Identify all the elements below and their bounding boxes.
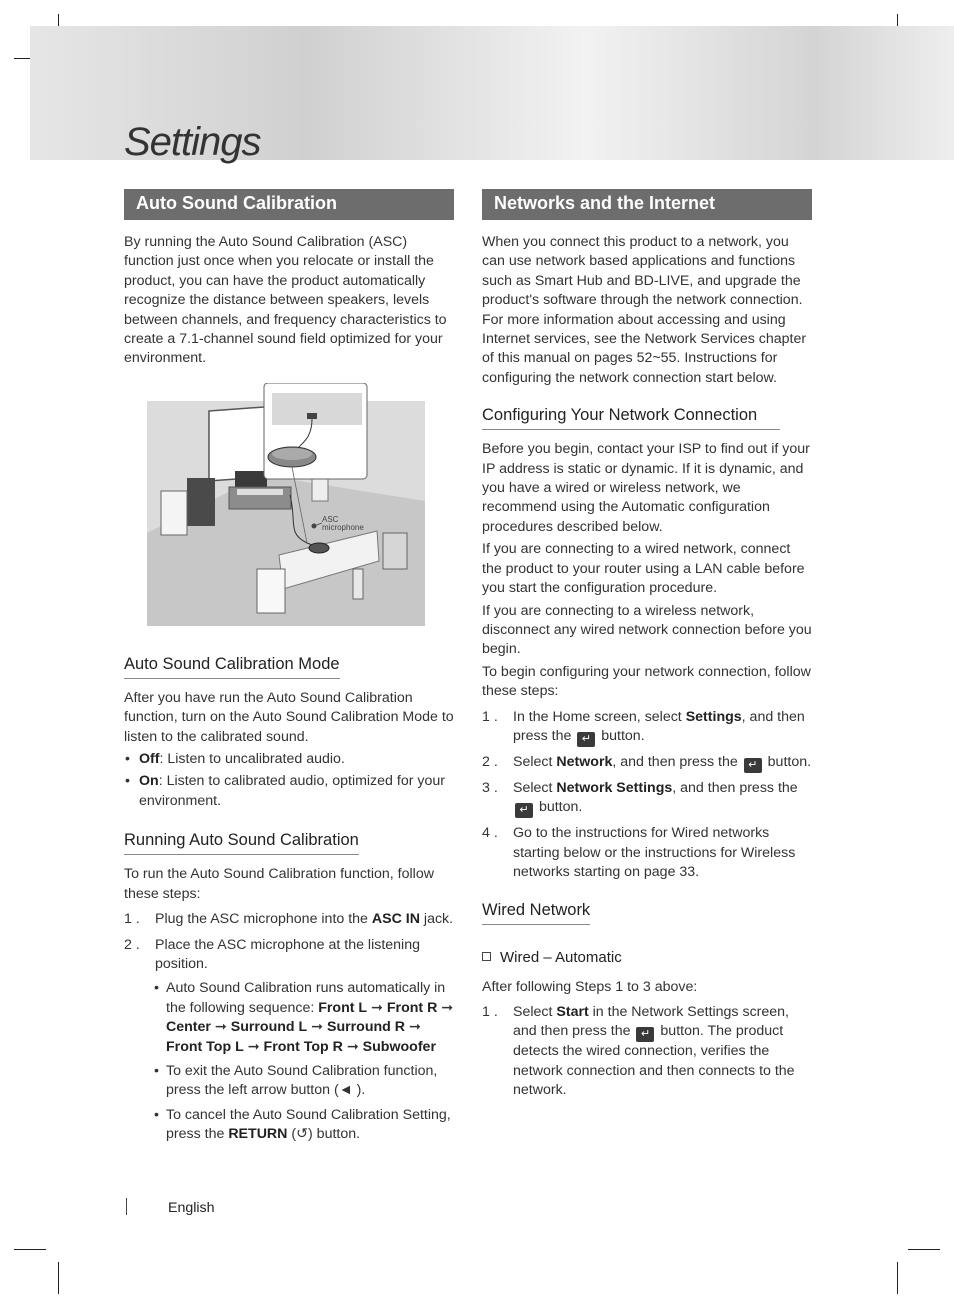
surround-right-speaker <box>257 569 285 613</box>
running-asc-text: To run the Auto Sound Calibration function, follow these steps: <box>124 866 434 902</box>
network-intro: When you connect this product to a network, you can use network based applications and functions such as Smart Hub and BD-LIVE, and upgrade the product's software through the network connection. For more information about accessing and using Internet services, see the Network Services chapter of this manual on pages 52~55. Instructions for configuring the network connection start below. <box>482 234 807 386</box>
step-sublist <box>155 979 454 1144</box>
crop-mark <box>897 1262 898 1294</box>
wired-section <box>482 901 812 1101</box>
step-item: 2 . Place the ASC microphone at the listening position. • Auto Sound Calibration runs automatically in the following sequence: Front L ➞ Front R ➞ Center ➞ Surround L ➞ Surround R ➞ Front Top L ➞ Front Top R ➞ Subwoofer • To exit the Auto Sound Calibration function, press the left arrow button (◄ ). • To cancel the Auto Sound Calibration Setting, press the RETURN (↺) button. <box>124 936 454 1145</box>
asc-microphone <box>309 543 329 553</box>
list-item: • On: Listen to calibrated audio, optimized for your environment. <box>124 772 454 811</box>
asc-intro: By running the Auto Sound Calibration (ASC) function just once when you relocate or install the product, you can have the product automatically recognize the distance between speakers, levels between channels, and frequency characteristics to create a 7.1-channel sound field optimized for your environment. <box>124 234 447 367</box>
step-item: 4 . Go to the instructions for Wired networks starting below or the instructions for Wireless networks starting on page 33. <box>482 825 796 881</box>
rear-speaker <box>353 569 363 599</box>
zoom-jack <box>307 413 317 419</box>
checkbox-icon <box>482 952 491 961</box>
wired-steps <box>482 1003 812 1101</box>
config-heading: Configuring Your Network Connection <box>482 406 780 430</box>
diagram-label-asc: ASC <box>322 515 339 524</box>
asc-mode-section <box>124 655 454 811</box>
asc-mode-options <box>124 750 454 811</box>
asc-setup-diagram <box>147 383 425 626</box>
wired-heading: Wired Network <box>482 901 590 925</box>
section-heading-asc: Auto Sound Calibration <box>124 189 454 220</box>
crop-mark <box>58 1262 59 1294</box>
running-asc-heading: Running Auto Sound Calibration <box>124 831 359 855</box>
return-icon: (↺) <box>291 1126 313 1143</box>
wired-text: After following Steps 1 to 3 above: <box>482 978 698 995</box>
list-item: • To cancel the Auto Sound Calibration Setting, press the RETURN (↺) button. <box>155 1106 454 1145</box>
footer-rule <box>126 1198 127 1215</box>
step-item: 1 . Plug the ASC microphone into the ASC IN jack. <box>124 911 454 928</box>
step-item: 3 . Select Network Settings, and then press the ↵ button. <box>482 779 798 817</box>
zoom-microphone-top <box>272 448 312 460</box>
asc-mode-heading: Auto Sound Calibration Mode <box>124 655 340 679</box>
surround-left-speaker <box>383 533 407 569</box>
crop-mark <box>14 1249 46 1250</box>
left-column <box>124 189 454 1145</box>
subwoofer <box>187 478 215 526</box>
config-p1: Before you begin, contact your ISP to find out if your IP address is static or dynamic. If it is dynamic, and you have a wired or wireless network, we recommend using the Automatic configuration procedures described below. <box>482 441 810 535</box>
player-unit <box>237 489 283 495</box>
front-right-speaker <box>161 491 187 535</box>
config-steps <box>482 708 812 883</box>
footer-language: English <box>168 1200 215 1216</box>
enter-icon: ↵ <box>744 758 762 773</box>
enter-icon: ↵ <box>515 803 533 818</box>
page-title: Settings <box>124 120 261 164</box>
enter-icon: ↵ <box>577 732 595 747</box>
config-section <box>482 406 812 882</box>
asc-mode-text: After you have run the Auto Sound Calibration function, turn on the Auto Sound Calibration Mode to listen to the calibrated sound. <box>124 689 454 745</box>
config-p4: To begin configuring your network connection, follow these steps: <box>482 663 811 700</box>
config-p2: If you are connecting to a wired network, connect the product to your router using a LAN cable before you start the configuration procedure. <box>482 541 805 597</box>
section-heading-network: Networks and the Internet <box>482 189 812 220</box>
step-item: 1 . Select Start in the Network Settings screen, and then press the ↵ button. The product detects the wired connection, verifies the network connection and then connects to the network. <box>482 1003 795 1099</box>
list-item: • Off: Listen to uncalibrated audio. <box>124 750 454 769</box>
zoom-panel <box>272 393 362 425</box>
step-item: 2 . Select Network, and then press the ↵ button. <box>482 753 812 771</box>
diagram-label-microphone: microphone <box>322 523 364 532</box>
crop-mark <box>908 1249 940 1250</box>
enter-icon: ↵ <box>636 1027 654 1042</box>
list-item: • To exit the Auto Sound Calibration function, press the left arrow button (◄ ). <box>155 1062 454 1101</box>
config-p3: If you are connecting to a wireless network, disconnect any wired network connection before you begin. <box>482 602 812 658</box>
running-asc-section <box>124 831 454 1144</box>
list-item: • Auto Sound Calibration runs automatically in the following sequence: Front L ➞ Front R ➞ Center ➞ Surround L ➞ Surround R ➞ Front Top L ➞ Front Top R ➞ Subwoofer <box>155 979 454 1057</box>
running-asc-steps <box>124 910 454 1144</box>
right-column <box>482 189 812 1101</box>
step-item: 1 . In the Home screen, select Settings, and then press the ↵ button. <box>482 708 805 745</box>
wired-automatic-heading: Wired – Automatic <box>482 949 812 966</box>
